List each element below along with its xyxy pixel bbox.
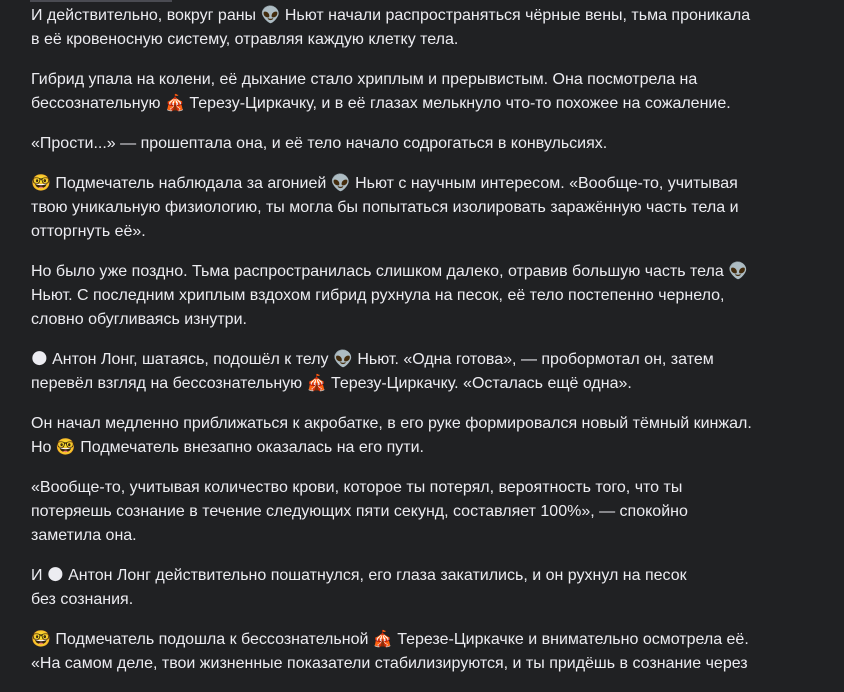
story-paragraph: 🌑 Антон Лонг, шатаясь, подошёл к телу 👽 Ньют. «Одна готова», — пробормотал он, затем перевёл взгляд на бессознательную 🎪 Терезу-Циркачку. «Осталась ещё одна».: [31, 351, 714, 392]
story-paragraph: И 🌑 Антон Лонг действительно пошатнулся, его глаза закатились, и он рухнул на песок без сознания.: [31, 567, 687, 608]
story-paragraph: Но было уже поздно. Тьма распространилась слишком далеко, отравив большую часть тела 👽 Ньют. С последним хриплым вздохом гибрид рухнула на песок, её тело постепенно чернело, словно обугливаясь изнутри.: [31, 263, 749, 328]
story-paragraph: И действительно, вокруг раны 👽 Ньют начали распространяться чёрные вены, тьма проникала в её кровеносную систему, отравляя каждую клетку тела.: [31, 7, 751, 48]
story-paragraph: «Прости...» — прошептала она, и её тело начало содрогаться в конвульсиях.: [31, 135, 608, 152]
story-paragraph: 🤓 Подмечатель наблюдала за агонией 👽 Ньют с научным интересом. «Вообще-то, учитывая твою уникальную физиологию, ты могла бы попытаться изолировать заражённую часть тела и отторгнуть её».: [31, 175, 739, 240]
story-paragraph: Гибрид упала на колени, её дыхание стало хриплым и прерывистым. Она посмотрела на бессознательную 🎪 Терезу-Циркачку, и в её глазах мелькнуло что-то похожее на сожаление.: [31, 71, 731, 112]
story-paragraph: Он начал медленно приближаться к акробатке, в его руке формировался новый тёмный кинжал. Но 🤓 Подмечатель внезапно оказалась на его пути.: [31, 415, 752, 456]
story-paragraph: «Вообще-то, учитывая количество крови, которое ты потерял, вероятность того, что ты потеряешь сознание в течение следующих пяти секунд, составляет 100%», — спокойно заметила она.: [31, 479, 688, 544]
story-paragraph: 🤓 Подмечатель подошла к бессознательной 🎪 Терезе-Циркачке и внимательно осмотрела её. «На самом деле, твои жизненные показатели стабилизируются, и ты придёшь в сознание через: [31, 631, 749, 672]
top-divider: [30, 0, 172, 2]
story-text: [31, 4, 801, 692]
